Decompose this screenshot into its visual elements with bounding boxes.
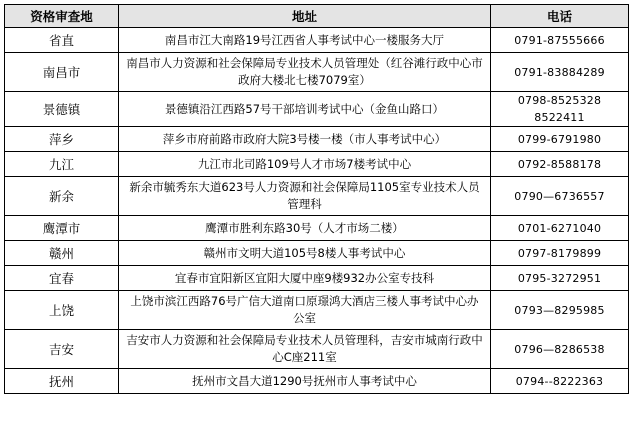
table-row — [5, 53, 629, 92]
address-cell: 吉安市人力资源和社会保障局专业技术人员管理科，吉安市城南行政中心C座211室 — [119, 330, 491, 369]
phone-cell: 0701-6271040 — [491, 216, 629, 241]
phone-cell: 0794--8222363 — [491, 369, 629, 394]
location-cell: 南昌市 — [5, 53, 119, 92]
address-cell: 抚州市文昌大道1290号抚州市人事考试中心 — [119, 369, 491, 394]
address-cell: 赣州市文明大道105号8楼人事考试中心 — [119, 241, 491, 266]
table-row — [5, 177, 629, 216]
table-row — [5, 216, 629, 241]
table-row — [5, 152, 629, 177]
address-cell: 九江市北司路109号人才市场7楼考试中心 — [119, 152, 491, 177]
table-row — [5, 241, 629, 266]
header-location: 资格审查地 — [5, 5, 119, 28]
table-row — [5, 369, 629, 394]
location-cell: 赣州 — [5, 241, 119, 266]
phone-cell: 0792-8588178 — [491, 152, 629, 177]
location-cell: 鹰潭市 — [5, 216, 119, 241]
phone-cell: 0799-6791980 — [491, 127, 629, 152]
table-row — [5, 92, 629, 127]
address-cell: 南昌市人力资源和社会保障局专业技术人员管理处（红谷滩行政中心市政府大楼北七楼7079室） — [119, 53, 491, 92]
table-row — [5, 28, 629, 53]
location-cell: 景德镇 — [5, 92, 119, 127]
table-row — [5, 127, 629, 152]
location-cell: 上饶 — [5, 291, 119, 330]
location-cell: 宜春 — [5, 266, 119, 291]
address-cell: 新余市毓秀东大道623号人力资源和社会保障局1105室专业技术人员管理科 — [119, 177, 491, 216]
location-cell: 新余 — [5, 177, 119, 216]
phone-cell: 0790—6736557 — [491, 177, 629, 216]
table-row — [5, 291, 629, 330]
address-cell: 宜春市宜阳新区宜阳大厦中座9楼932办公室专技科 — [119, 266, 491, 291]
address-cell: 上饶市滨江西路76号广信大道南口原璟鸿大酒店三楼人事考试中心办公室 — [119, 291, 491, 330]
location-cell: 抚州 — [5, 369, 119, 394]
phone-cell: 0795-3272951 — [491, 266, 629, 291]
table-body — [5, 28, 629, 394]
header-phone: 电话 — [491, 5, 629, 28]
table-header-row — [5, 5, 629, 28]
phone-cell: 0796—8286538 — [491, 330, 629, 369]
table-row — [5, 330, 629, 369]
address-cell: 景德镇沿江西路57号干部培训考试中心（金鱼山路口） — [119, 92, 491, 127]
address-cell: 南昌市江大南路19号江西省人事考试中心一楼服务大厅 — [119, 28, 491, 53]
address-cell: 鹰潭市胜利东路30号（人才市场二楼） — [119, 216, 491, 241]
phone-cell: 0797-8179899 — [491, 241, 629, 266]
qualification-review-table — [4, 4, 629, 394]
phone-cell: 0793—8295985 — [491, 291, 629, 330]
location-cell: 萍乡 — [5, 127, 119, 152]
location-cell: 九江 — [5, 152, 119, 177]
phone-cell: 0791-87555666 — [491, 28, 629, 53]
address-cell: 萍乡市府前路市政府大院3号楼一楼（市人事考试中心） — [119, 127, 491, 152]
table-row — [5, 266, 629, 291]
header-address: 地址 — [119, 5, 491, 28]
location-cell: 吉安 — [5, 330, 119, 369]
phone-cell: 0791-83884289 — [491, 53, 629, 92]
phone-cell: 0798-8525328 8522411 — [491, 92, 629, 127]
location-cell: 省直 — [5, 28, 119, 53]
